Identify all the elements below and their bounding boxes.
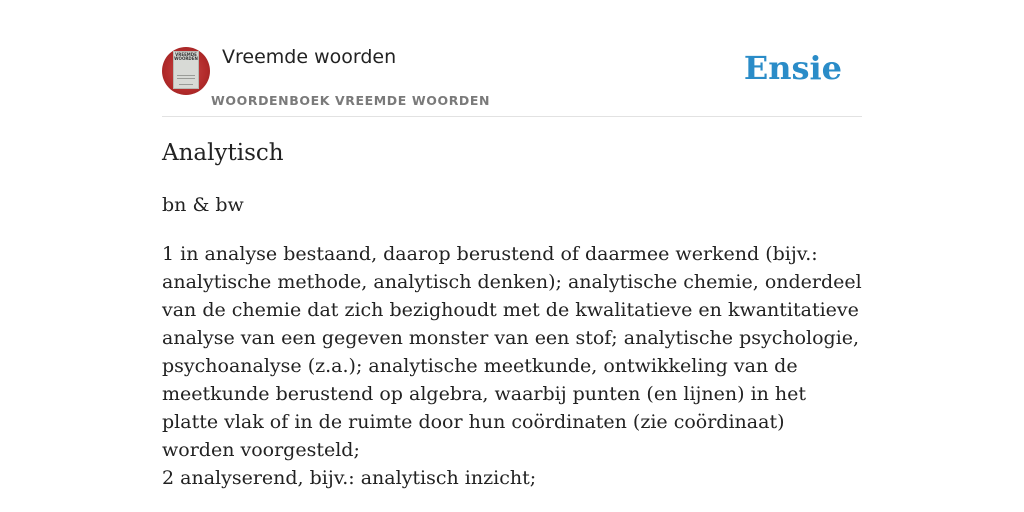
- source-header: [162, 44, 862, 117]
- definition-1: 1 in analyse bestaand, daarop berustend of daarmee werkend (bijv.: analytische methode, analytisch denken); analytische chemie, onderdeel van de chemie dat zich bezighoudt met de kwalitatieve en kwantitatieve analyse van een gegeven monster van een stof; analytische psychologie, psychoanalyse (z.a.); analytische meetkunde, ontwikkeling van de meetkunde berustend op algebra, waarbij punten (en lijnen) in het platte vlak of in de ruimte door hun coördinaten (zie coördinaat) worden voorgesteld;: [162, 243, 862, 461]
- source-title-link[interactable]: Vreemde woorden: [222, 46, 397, 68]
- cover-line: [179, 84, 193, 85]
- part-of-speech: bn & bw: [162, 194, 244, 216]
- cover-line: [177, 75, 195, 76]
- cover-line: [177, 78, 195, 79]
- definition-2: 2 analyserend, bijv.: analytisch inzicht;: [162, 467, 537, 489]
- cover-title: VREEMDE WOORDEN: [174, 52, 198, 61]
- entry-title: Analytisch: [162, 140, 284, 166]
- source-subtitle: WOORDENBOEK VREEMDE WOORDEN: [211, 93, 491, 108]
- book-cover-icon: [173, 51, 199, 89]
- ensie-logo-link[interactable]: Ensie: [743, 49, 842, 87]
- source-avatar[interactable]: [162, 47, 210, 95]
